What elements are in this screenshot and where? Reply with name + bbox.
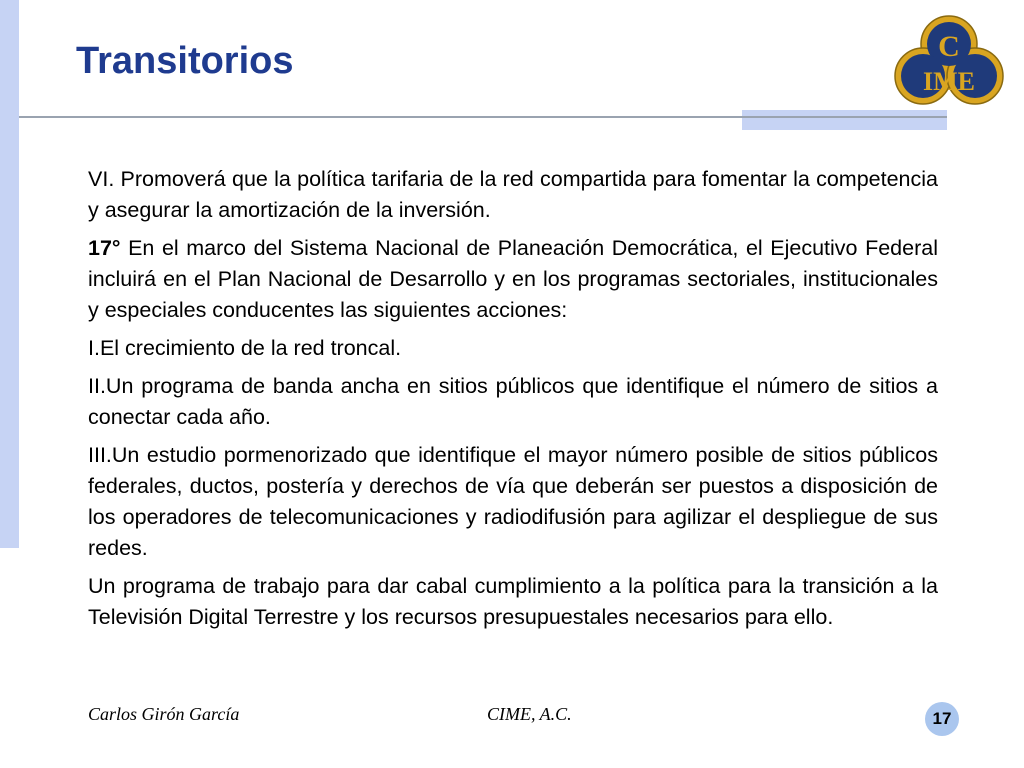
left-accent-bar: [0, 0, 19, 548]
page-number-badge: 17: [925, 702, 959, 736]
title-divider: [19, 116, 947, 118]
footer-author: Carlos Girón García: [88, 704, 240, 724]
rule-accent-block: [742, 110, 947, 130]
paragraph-program: Un programa de trabajo para dar cabal cumplimiento a la política para la transición a la Televisión Digital Terrestre y los recursos presupuestales necesarios para ello.: [88, 574, 938, 629]
logo-letters-ime: IME: [923, 67, 975, 96]
logo-letter-c: C: [938, 30, 960, 63]
paragraph-ii: II.Un programa de banda ancha en sitios públicos que identifique el número de sitios a conectar cada año.: [88, 374, 938, 429]
cime-logo: [893, 12, 1005, 112]
paragraph-vi: VI. Promoverá que la política tarifaria de la red compartida para fomentar la competencia y asegurar la amortización de la inversión.: [88, 167, 938, 222]
paragraph-i: I.El crecimiento de la red troncal.: [88, 336, 402, 360]
slide-title: Transitorios: [76, 40, 294, 82]
article-number: 17°: [88, 236, 121, 260]
slide-body: [88, 164, 938, 640]
paragraph-17: 17° En el marco del Sistema Nacional de Planeación Democrática, el Ejecutivo Federal incluirá en el Plan Nacional de Desarrollo y en los programas sectoriales, institucionales y especiales conducentes las siguientes acciones:: [88, 236, 938, 322]
footer-organization: CIME, A.C.: [487, 704, 572, 724]
paragraph-iii: III.Un estudio pormenorizado que identifique el mayor número posible de sitios públicos federales, ductos, postería y derechos de vía que deberán ser puestos a disposición de los operadores de telecomunicaciones y radiodifusión para agilizar el despliegue de sus redes.: [88, 443, 938, 560]
